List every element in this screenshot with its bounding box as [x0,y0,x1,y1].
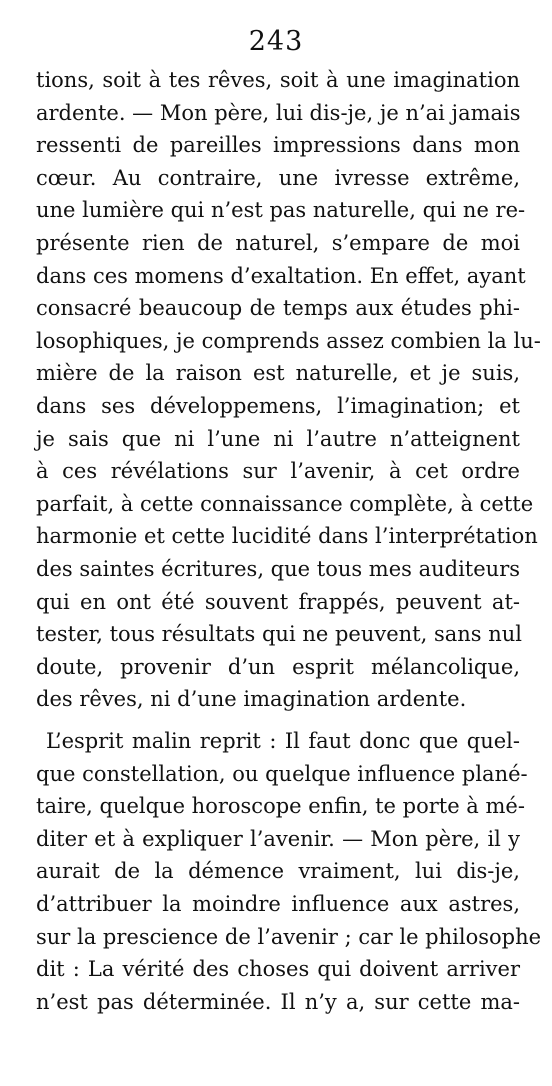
text-line: qui en ont été souvent frappés, peuvent at- [36,589,520,614]
text-line: tester, tous résultats qui ne peuvent, sans nul [36,622,523,647]
text-line: ressenti de pareilles impressions dans mon [36,133,520,158]
text-line: L’esprit malin reprit : Il faut donc que quel- [46,729,520,753]
text-line: dans ses développemens, l’imagination; et [36,393,520,418]
text-line: ardente. — Mon père, lui dis-je, je n’ai jamais [36,100,521,125]
paragraph-1 [36,64,541,716]
text-line: aurait de la démence vraiment, lui dis-je, [36,859,520,884]
text-line: à ces révélations sur l’avenir, à cet ordre [36,459,520,484]
text-line: taire, quelque horoscope enfin, te porte à mé- [36,794,525,819]
text-line: je sais que ni l’une ni l’autre n’atteignent [36,426,520,451]
text-line: cœur. Au contraire, une ivresse extrême, [36,165,520,190]
text-line: présente rien de naturel, s’empare de moi [36,230,520,255]
text-line: des saintes écritures, que tous mes auditeurs [36,556,521,581]
text-line: une lumière qui n’est pas naturelle, qui ne re- [36,198,526,223]
text-line: dans ces momens d’exaltation. En effet, ayant [36,263,526,288]
text-line: n’est pas déterminée. Il n’y a, sur cette ma- [36,989,520,1014]
text-line: tions, soit à tes rêves, soit à une imagination [36,68,520,92]
paragraph-2 [36,725,542,1018]
text-line: que constellation, ou quelque influence plané- [36,761,528,786]
text-line: dit : La vérité des choses qui doivent arriver [36,957,520,982]
text-line: sur la prescience de l’avenir ; car le philosophe [36,924,542,949]
page-number: 243 [248,26,304,57]
text-line: consacré beaucoup de temps aux études phi- [36,296,520,321]
text-line: diter et à expliquer l’avenir. — Mon père, il y [36,826,520,851]
text-line: mière de la raison est naturelle, et je suis, [36,361,520,386]
text-line: des rêves, ni d’une imagination ardente. [36,687,467,712]
text-line: parfait, à cette connaissance complète, à cette [36,491,534,516]
text-line: doute, provenir d’un esprit mélancolique, [36,654,520,679]
text-line: harmonie et cette lucidité dans l’interprétation [36,524,538,549]
text-line: d’attribuer la moindre influence aux astres, [36,891,520,916]
text-line: losophiques, je comprends assez combien la lu- [36,328,541,353]
